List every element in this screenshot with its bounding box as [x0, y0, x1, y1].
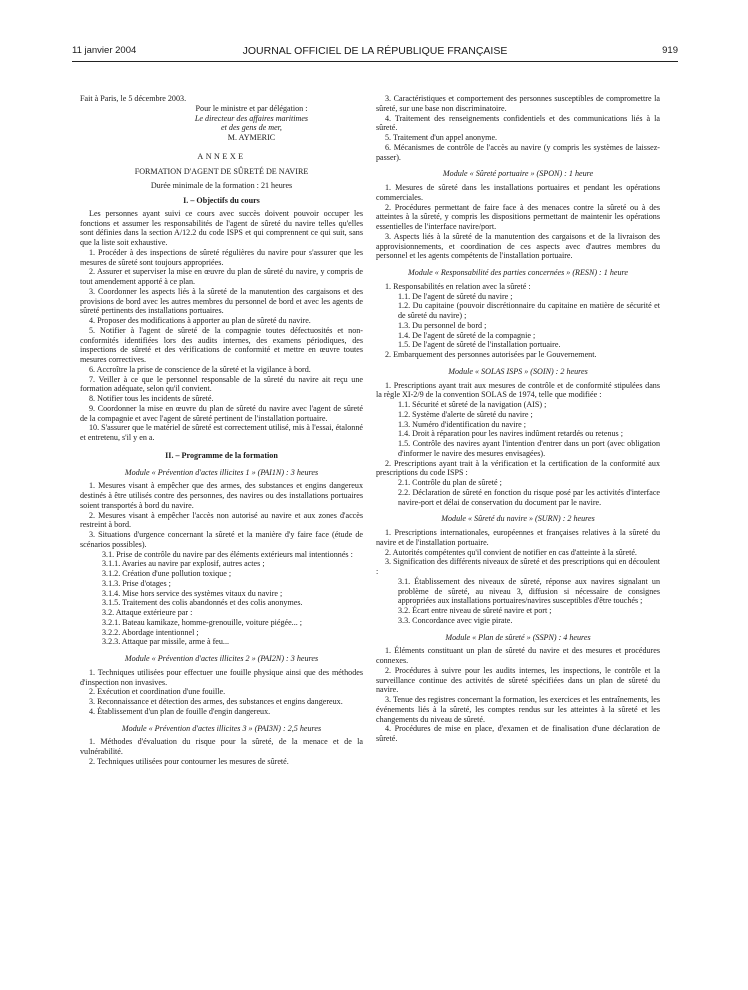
list-item: 4. Procédures de mise en place, d'examen et de finalisation d'une déclaration de sûreté.: [376, 724, 660, 743]
module-items: [376, 183, 660, 261]
list-item: 2. Procédures permettant de faire face à des menaces contre la sûreté ou à des atteintes à la sûreté, y compris les dispositions permettant de maintenir les opérations essentielles de l'interface navire/port.: [376, 202, 660, 231]
sub-item: 3.2. Attaque extérieure par :: [102, 608, 193, 617]
module-items: [80, 668, 363, 717]
sub-item: 2.2. Déclaration de sûreté en fonction du risque posé par les activités d'interface navire-port et délai de conservation du document par le navire.: [398, 487, 660, 507]
module-items: [80, 737, 363, 766]
sub-item: 1.2. Du capitaine (pouvoir discrétionnaire du capitaine en matière de sécurité et de sûreté du navire) ;: [398, 301, 660, 320]
list-item: 2. Prescriptions ayant trait à la vérification et la certification de la conformité aux prescriptions du code ISPS :: [376, 458, 660, 478]
list-item: 1. Prescriptions internationales, européennes et françaises relatives à la sûreté du navire et de l'installation portuaire.: [376, 528, 660, 547]
list-item: 3. Caractéristiques et comportement des personnes susceptibles de compromettre la sûreté, sur une base non discriminatoire.: [376, 94, 660, 113]
sub-item: 3.2.2. Abordage intentionnel ;: [102, 627, 199, 637]
page-number: 919: [662, 45, 678, 56]
module-heading: Module « Sûreté portuaire » (SPON) : 1 heure: [442, 169, 594, 179]
objective-item: 2. Assurer et superviser la mise en œuvre du plan de sûreté du navire, y compris de tout amendement apporté à ce plan.: [80, 267, 363, 286]
list-item: 3. Tenue des registres concernant la formation, les exercices et les entraînements, les événements liés à la sûreté, les comptes rendus sur les atteintes à la sûreté et les changements du niveau de sûreté.: [376, 695, 660, 724]
objective-item: 9. Coordonner la mise en œuvre du plan de sûreté du navire avec l'agent de sûreté de la compagnie et avec l'agent de sûreté pertinent de l'installation portuaire.: [80, 403, 363, 423]
right-column: [376, 94, 660, 744]
training-duration: Durée minimale de la formation : 21 heures: [150, 181, 293, 191]
list-item: 1. Techniques utilisées pour effectuer une fouille physique ainsi que des méthodes d'inspection non invasives.: [80, 667, 363, 687]
sub-item: 3.1.4. Mise hors service des systèmes vitaux du navire ;: [102, 588, 283, 598]
objective-item: 7. Veiller à ce que le personnel responsable de la sûreté du navire ait reçu une formation adéquate, selon qu'il convient.: [80, 374, 363, 394]
list-item: 4. Établissement d'un plan de fouille d'engin dangereux.: [89, 706, 271, 716]
objective-item: 3. Coordonner les aspects liés à la sûreté de la manutention des cargaisons et des provisions de bord avec les autres membres du personnel de bord et avec les agents de sûreté pertinents des installations portuaires.: [80, 286, 363, 316]
module-items: [80, 481, 363, 549]
objective-item: 4. Proposer des modifications à apporter au plan de sûreté du navire.: [89, 316, 311, 325]
sub-item: 3.1.3. Prise d'otages ;: [102, 578, 171, 588]
header-rule: [72, 61, 678, 62]
sub-item: 3.1.5. Traitement des colis abandonnés et des colis anonymes.: [102, 598, 303, 608]
sub-item: 1.5. Contrôle des navires ayant l'intention d'entrer dans un port (avec obligation d'informer le navire des mesures envisagées).: [398, 439, 660, 458]
module-heading: Module « Prévention d'actes illicites 1 » (PAI1N) : 3 heures: [124, 467, 319, 477]
objective-item: 5. Notifier à l'agent de sûreté de la compagnie toutes défectuosités et non-conformités identifiées lors des audits internes, des examens périodiques, des inspections de sûreté et des vérifications de conformité et mettre en œuvre toutes mesures correctives.: [80, 325, 363, 364]
list-item: 1. Responsabilités en relation avec la sûreté :: [385, 281, 531, 291]
module-subitems: [376, 292, 660, 351]
list-item: 3. Reconnaissance et détection des armes, des substances et engins dangereux.: [89, 697, 343, 706]
list-item: 4. Traitement des renseignements confidentiels et des communications liés à la sûreté.: [376, 113, 660, 133]
module-items: [376, 646, 660, 744]
document-title: FORMATION D'AGENT DE SÛRETÉ DE NAVIRE: [134, 166, 309, 176]
module-heading: Module « Plan de sûreté » (SSPN) : 4 heures: [445, 632, 591, 642]
sub-item: 3.3. Concordance avec vigie pirate.: [398, 615, 513, 625]
sub-item: 1.3. Du personnel de bord ;: [398, 320, 487, 330]
sub-item: 3.1. Prise de contrôle du navire par des éléments extérieurs mal intentionnés :: [102, 549, 353, 559]
list-item: 3. Signification des différents niveaux de sûreté et des prescriptions qui en découlent :: [376, 557, 660, 576]
list-item: 3. Situations d'urgence concernant la sûreté et la manière d'y faire face (étude de scénarios possibles).: [80, 530, 363, 549]
module-heading: Module « SOLAS ISPS » (SOIN) : 2 heures: [448, 366, 588, 376]
signature-line: Le directeur des affaires maritimes: [194, 113, 309, 123]
objective-item: 8. Notifier tous les incidents de sûreté.: [89, 394, 214, 403]
section-heading: II. – Programme de la formation: [165, 450, 278, 460]
module-subitems: [80, 618, 363, 647]
paragraph: Les personnes ayant suivi ce cours avec succès doivent pouvoir occuper les fonctions et assumer les responsabilités de l'agent de sûreté du navire telles qu'elles sont définies dans la section A/12.2 du code ISPS et qui comprennent ce qui suit, sans que la liste soit exhaustive.: [80, 208, 363, 247]
module-subitems: [376, 400, 660, 459]
page-header: [72, 45, 678, 59]
sub-item: 3.2.1. Bateau kamikaze, homme-grenouille, voiture piégée... ;: [102, 617, 303, 627]
list-item: 2. Mesures visant à empêcher l'accès non autorisé au navire et aux zones d'accès restreint à bord.: [80, 510, 363, 530]
objective-item: 6. Accroître la prise de conscience de la sûreté et la vigilance à bord.: [89, 364, 311, 374]
list-item: 1. Prescriptions ayant trait aux mesures de contrôle et de conformité stipulées dans la règle XI-2/9 de la convention SOLAS de 1974, telle que modifiée :: [376, 380, 660, 400]
list-item: 5. Traitement d'un appel anonyme.: [385, 133, 498, 142]
sub-item: 3.2. Écart entre niveau de sûreté navire et port ;: [398, 606, 552, 615]
objective-item: 1. Procéder à des inspections de sûreté régulières du navire pour s'assurer que les mesures de sûreté sont toujours appropriées.: [80, 247, 363, 267]
left-column: [80, 94, 363, 767]
list-item: 2. Procédures à suivre pour les audits internes, les inspections, le contrôle et la surveillance continue des activités de sûreté spécifiées dans un plan de sûreté du navire.: [376, 665, 660, 695]
list-item: 1. Méthodes d'évaluation du risque pour la sûreté, de la menace et de la vulnérabilité.: [80, 737, 363, 756]
signature-place: Fait à Paris, le 5 décembre 2003.: [80, 94, 187, 103]
sub-item: 3.2.3. Attaque par missile, arme à feu...: [102, 637, 229, 647]
list-item: 2. Techniques utilisées pour contourner les mesures de sûreté.: [89, 756, 289, 766]
header-date: 11 janvier 2004: [72, 45, 137, 56]
module-items: [376, 528, 660, 577]
module-heading: Module « Responsabilité des parties concernées » (RESN) : 1 heure: [408, 268, 628, 277]
sub-item: 1.4. Droit à réparation pour les navires indûment retardés ou retenus ;: [398, 429, 623, 439]
list-item: 2. Embarquement des personnes autorisées par le Gouvernement.: [385, 350, 597, 359]
sub-item: 1.2. Système d'alerte de sûreté du navire ;: [398, 409, 533, 419]
sub-item: 1.3. Numéro d'identification du navire ;: [398, 419, 527, 429]
module-items: [376, 94, 660, 162]
annex-heading: ANNEXE: [197, 151, 246, 161]
sub-item: 2.1. Contrôle du plan de sûreté ;: [398, 478, 502, 487]
module-heading: Module « Prévention d'actes illicites 2 » (PAI2N) : 3 heures: [124, 654, 319, 663]
list-item: 6. Mécanismes de contrôle de l'accès au navire (y compris les systèmes de laissez-passer).: [376, 142, 660, 162]
sub-item: 1.1. De l'agent de sûreté du navire ;: [398, 291, 513, 301]
list-item: 1. Mesures visant à empêcher que des armes, des substances et engins dangereux destinés à être utilisés contre des personnes, des navires ou des installations portuaires soient transportés à bord du navire.: [80, 481, 363, 510]
module-subitems: [376, 577, 660, 626]
signature-line: Pour le ministre et par délégation :: [195, 103, 308, 113]
sub-item: 3.1.1. Avaries au navire par explosif, autres actes ;: [102, 559, 265, 569]
journal-title: JOURNAL OFFICIEL DE LA RÉPUBLIQUE FRANÇAISE: [242, 45, 508, 57]
objectives-list: [80, 248, 363, 443]
module-heading: Module « Prévention d'actes illicites 3 » (PAI3N) : 2,5 heures: [121, 723, 322, 733]
module-subitems: [80, 559, 363, 608]
signature-name: M. AYMERIC: [227, 133, 276, 142]
list-item: 2. Autorités compétentes qu'il convient de notifier en cas d'atteinte à la sûreté.: [385, 547, 637, 557]
signature-line: et des gens de mer,: [221, 123, 282, 133]
list-item: 2. Exécution et coordination d'une fouille.: [89, 687, 226, 697]
sub-item: 3.1.2. Création d'une pollution toxique ;: [102, 569, 232, 578]
list-item: 1. Éléments constituant un plan de sûreté du navire et des mesures et procédures connexes.: [376, 646, 660, 665]
section-heading: I. – Objectifs du cours: [183, 196, 260, 205]
sub-item: 1.1. Sécurité et sûreté de la navigation (AIS) ;: [398, 400, 547, 409]
sub-item: 1.5. De l'agent de sûreté de l'installation portuaire.: [398, 340, 561, 350]
module-heading: Module « Sûreté du navire » (SURN) : 2 heures: [441, 514, 595, 524]
list-item: 3. Aspects liés à la sûreté de la manutention des cargaisons et de la livraison des approvisionnements, et coordination de ces aspects avec d'autres membres du personnel et les agents compétents de l'installation portuaire.: [376, 231, 660, 261]
module-subitems: [376, 478, 660, 507]
sub-item: 3.1. Établissement des niveaux de sûreté, réponse aux navires signalant un problème de sûreté, au niveau 3, diffusion si nécessaire de consignes appropriées aux installations portuaires/navires susceptibles d'être touchés ;: [398, 576, 660, 606]
list-item: 1. Mesures de sûreté dans les installations portuaires et pendant les opérations commerciales.: [376, 183, 660, 202]
sub-item: 1.4. De l'agent de sûreté de la compagnie ;: [398, 330, 536, 340]
objective-item: 10. S'assurer que le matériel de sûreté est correctement utilisé, mis à l'essai, étalonné et entretenu, s'il y en a.: [80, 423, 363, 442]
